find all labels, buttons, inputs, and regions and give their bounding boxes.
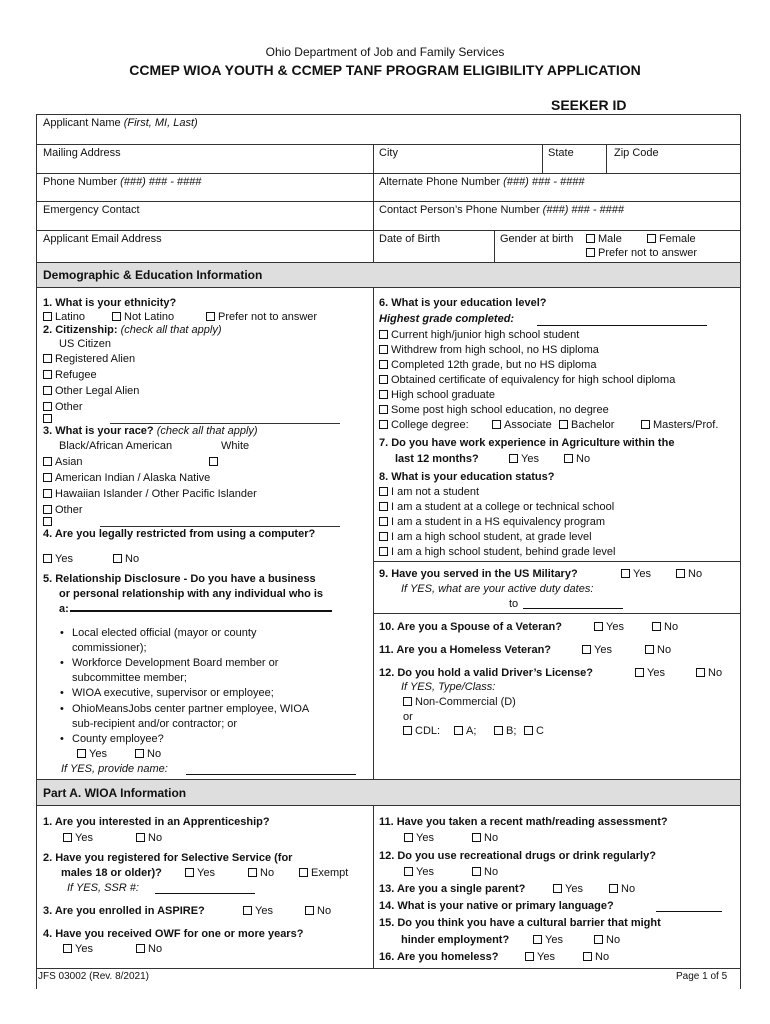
q5-item: sub-recipient and/or contractor; or xyxy=(72,718,238,730)
race-other[interactable]: Other xyxy=(43,504,83,516)
applicant-name-field[interactable]: Applicant Name (First, MI, Last) xyxy=(43,117,198,129)
race-black[interactable]: Black/African American xyxy=(59,440,173,452)
race-american-indian[interactable]: American Indian / Alaska Native xyxy=(43,472,210,484)
gender-male[interactable]: Male xyxy=(586,233,622,245)
q1-ethnicity: 1. What is your ethnicity? xyxy=(43,297,177,309)
q2-citizenship: 2. Citizenship: (check all that apply) xyxy=(43,324,222,336)
q10-spouse-veteran: 10. Are you a Spouse of a Veteran? xyxy=(379,621,562,633)
wioa-q2-ssr-label: If YES, SSR #: xyxy=(67,882,139,894)
wioa-heading: Part A. WIOA Information xyxy=(43,786,187,800)
zip-field[interactable]: Zip Code xyxy=(614,147,659,159)
college-associate[interactable]: Associate xyxy=(492,419,552,431)
agency-name: Ohio Department of Job and Family Services xyxy=(265,45,505,59)
q11-yes[interactable]: Yes xyxy=(582,644,612,656)
state-field[interactable]: State xyxy=(548,147,574,159)
cdl-c[interactable]: C xyxy=(524,725,544,737)
citizenship-other-box[interactable] xyxy=(43,413,55,425)
form-number: JFS 03002 (Rev. 8/2021) xyxy=(38,971,149,982)
email-field[interactable]: Applicant Email Address xyxy=(43,233,162,245)
ethnicity-latino[interactable]: Latino xyxy=(43,311,85,323)
citizenship-other[interactable]: Other xyxy=(43,401,83,413)
q6-education: 6. What is your education level? xyxy=(379,297,547,309)
q9-dates-input[interactable] xyxy=(523,608,623,609)
citizenship-us[interactable]: US Citizen xyxy=(59,338,111,350)
wioa-q13-no[interactable]: No xyxy=(609,883,635,895)
mailing-address-field[interactable]: Mailing Address xyxy=(43,147,121,159)
wioa-q16-homeless: 16. Are you homeless? xyxy=(379,951,499,963)
edu-option[interactable]: Some post high school education, no degree xyxy=(379,404,609,416)
q7-agriculture: 7. Do you have work experience in Agriculture within the xyxy=(379,437,675,449)
q5-item: • OhioMeansJobs center partner employee, WIOA xyxy=(72,703,309,715)
q9-dates-label: If YES, what are your active duty dates: xyxy=(401,583,594,595)
wioa-q2-exempt[interactable]: Exempt xyxy=(299,867,348,879)
wioa-q12-no[interactable]: No xyxy=(472,866,498,878)
q5-line2: or personal relationship with any individual who is xyxy=(59,588,324,600)
ssr-input[interactable] xyxy=(155,893,255,894)
wioa-q2-no[interactable]: No xyxy=(248,867,274,879)
citizenship-refugee[interactable]: Refugee xyxy=(43,369,97,381)
wioa-q15-line2: hinder employment? xyxy=(401,934,510,946)
wioa-q11-yes[interactable]: Yes xyxy=(404,832,434,844)
city-field[interactable]: City xyxy=(379,147,398,159)
q5-yes[interactable]: Yes xyxy=(77,748,107,760)
q9-no[interactable]: No xyxy=(676,568,702,580)
q12-yes[interactable]: Yes xyxy=(635,667,665,679)
race-asian[interactable]: Asian xyxy=(43,456,83,468)
edu-college-degree[interactable]: College degree: xyxy=(379,419,469,431)
page-number: Page 1 of 5 xyxy=(676,971,728,982)
q4-computer: 4. Are you legally restricted from using a computer? xyxy=(43,528,316,540)
q9-to: to xyxy=(509,598,519,610)
edu-option[interactable]: High school graduate xyxy=(379,389,495,401)
race-hawaiian[interactable]: Hawaiian Islander / Other Pacific Islander xyxy=(43,488,257,500)
wioa-q3-yes[interactable]: Yes xyxy=(243,905,273,917)
emergency-contact-field[interactable]: Emergency Contact xyxy=(43,204,140,216)
wioa-q4-yes[interactable]: Yes xyxy=(63,943,93,955)
q5-line1: 5. Relationship Disclosure - Do you have a business xyxy=(43,573,316,585)
race-other-box[interactable] xyxy=(43,516,55,528)
highest-grade-label: Highest grade completed: xyxy=(379,313,515,325)
license-or: or xyxy=(403,711,413,723)
gender-female[interactable]: Female xyxy=(647,233,696,245)
gender-prefer-not[interactable]: Prefer not to answer xyxy=(586,247,697,259)
q4-yes[interactable]: Yes xyxy=(43,553,73,565)
edu-option[interactable]: Completed 12th grade, but no HS diploma xyxy=(379,359,596,371)
edu-option[interactable]: Current high/junior high school student xyxy=(379,329,579,341)
college-masters[interactable]: Masters/Prof. xyxy=(641,419,718,431)
seeker-id-label: SEEKER ID xyxy=(551,97,627,113)
wioa-q15-cultural: 15. Do you think you have a cultural barrier that might xyxy=(379,917,661,929)
wioa-q11-no[interactable]: No xyxy=(472,832,498,844)
wioa-q1-no[interactable]: No xyxy=(136,832,162,844)
q5-if-yes-name: If YES, provide name: xyxy=(61,763,168,775)
wioa-q1-apprenticeship: 1. Are you interested in an Apprenticeship? xyxy=(43,816,270,828)
q11-no[interactable]: No xyxy=(645,644,671,656)
wioa-q3-aspire: 3. Are you enrolled in ASPIRE? xyxy=(43,905,205,917)
wioa-q12-yes[interactable]: Yes xyxy=(404,866,434,878)
q5-item: • WIOA executive, supervisor or employee; xyxy=(72,687,274,699)
license-cdl[interactable]: CDL: xyxy=(403,725,440,737)
wioa-q2-yes[interactable]: Yes xyxy=(185,867,215,879)
q5-line3: a: xyxy=(59,603,69,615)
q12-type-label: If YES, Type/Class: xyxy=(401,681,496,693)
wioa-q2-selective-service: 2. Have you registered for Selective Service (for xyxy=(43,852,293,864)
status-option[interactable]: I am a student in a HS equivalency program xyxy=(379,516,605,528)
q12-no[interactable]: No xyxy=(696,667,722,679)
q8-status: 8. What is your education status? xyxy=(379,471,555,483)
race-white[interactable]: White xyxy=(221,440,250,452)
q5-no[interactable]: No xyxy=(135,748,161,760)
q11-homeless-veteran: 11. Are you a Homeless Veteran? xyxy=(379,644,552,656)
q3-race: 3. What is your race? (check all that apply) xyxy=(43,425,258,437)
gender-label: Gender at birth xyxy=(500,233,574,245)
citizenship-other-legal[interactable]: Other Legal Alien xyxy=(43,385,139,397)
wioa-q15-yes[interactable]: Yes xyxy=(533,934,563,946)
status-option[interactable]: I am a student at a college or technical school xyxy=(379,501,614,513)
q7-line2: last 12 months? xyxy=(395,453,479,465)
status-option[interactable]: I am a high school student, behind grade level xyxy=(379,546,615,558)
wioa-q3-no[interactable]: No xyxy=(305,905,331,917)
q5-item: subcommittee member; xyxy=(72,672,187,684)
q9-yes[interactable]: Yes xyxy=(621,568,651,580)
wioa-q11-assessment: 11. Have you taken a recent math/reading assessment? xyxy=(379,816,668,828)
license-noncommercial[interactable]: Non-Commercial (D) xyxy=(403,696,516,708)
dob-field[interactable]: Date of Birth xyxy=(379,233,441,245)
q4-no[interactable]: No xyxy=(113,553,139,565)
cdl-a[interactable]: A; xyxy=(454,725,476,737)
demographic-heading: Demographic & Education Information xyxy=(43,268,263,282)
alt-phone-field[interactable]: Alternate Phone Number (###) ### - #### xyxy=(379,176,585,188)
citizenship-registered-alien[interactable]: Registered Alien xyxy=(43,353,135,365)
ethnicity-prefer-not[interactable]: Prefer not to answer xyxy=(206,311,317,323)
q7-yes[interactable]: Yes xyxy=(509,453,539,465)
q12-drivers-license: 12. Do you hold a valid Driver’s License? xyxy=(379,667,593,679)
phone-field[interactable]: Phone Number (###) ### - #### xyxy=(43,176,202,188)
wioa-q1-yes[interactable]: Yes xyxy=(63,832,93,844)
q9-military: 9. Have you served in the US Military? xyxy=(379,568,578,580)
wioa-q12-drugs: 12. Do you use recreational drugs or drink regularly? xyxy=(379,850,656,862)
status-option[interactable]: I am a high school student, at grade level xyxy=(379,531,592,543)
race-white-box[interactable] xyxy=(209,456,221,468)
q10-no[interactable]: No xyxy=(652,621,678,633)
q10-yes[interactable]: Yes xyxy=(594,621,624,633)
cdl-b[interactable]: B; xyxy=(494,725,516,737)
wioa-q4-no[interactable]: No xyxy=(136,943,162,955)
q7-no[interactable]: No xyxy=(564,453,590,465)
status-option[interactable]: I am not a student xyxy=(379,486,479,498)
form-title: CCMEP WIOA YOUTH & CCMEP TANF PROGRAM ELIGIBILITY APPLICATION xyxy=(129,62,641,78)
ethnicity-not-latino[interactable]: Not Latino xyxy=(112,311,174,323)
q5-item: • Local elected official (mayor or county xyxy=(72,627,256,639)
wioa-q13-single-parent: 13. Are you a single parent? xyxy=(379,883,526,895)
q5-item: • County employee? xyxy=(72,733,164,745)
q5-name-input[interactable] xyxy=(186,774,356,775)
q5-item: • Workforce Development Board member or xyxy=(72,657,278,669)
contact-phone-field[interactable]: Contact Person’s Phone Number (###) ### - #### xyxy=(379,204,625,216)
wioa-q15-no[interactable]: No xyxy=(594,934,620,946)
wioa-q4-owf: 4. Have you received OWF for one or more years? xyxy=(43,928,304,940)
edu-option[interactable]: Obtained certificate of equivalency for high school diploma xyxy=(379,374,675,386)
q5-item: commissioner); xyxy=(72,642,147,654)
wioa-q16-no[interactable]: No xyxy=(583,951,609,963)
wioa-q13-yes[interactable]: Yes xyxy=(553,883,583,895)
wioa-q14-language: 14. What is your native or primary language? xyxy=(379,900,614,912)
wioa-q16-yes[interactable]: Yes xyxy=(525,951,555,963)
edu-option[interactable]: Withdrew from high school, no HS diploma xyxy=(379,344,599,356)
college-bachelor[interactable]: Bachelor xyxy=(559,419,614,431)
wioa-q2-line2: males 18 or older)? xyxy=(61,867,162,879)
highest-grade-input[interactable] xyxy=(537,325,707,326)
language-input[interactable] xyxy=(656,911,722,912)
